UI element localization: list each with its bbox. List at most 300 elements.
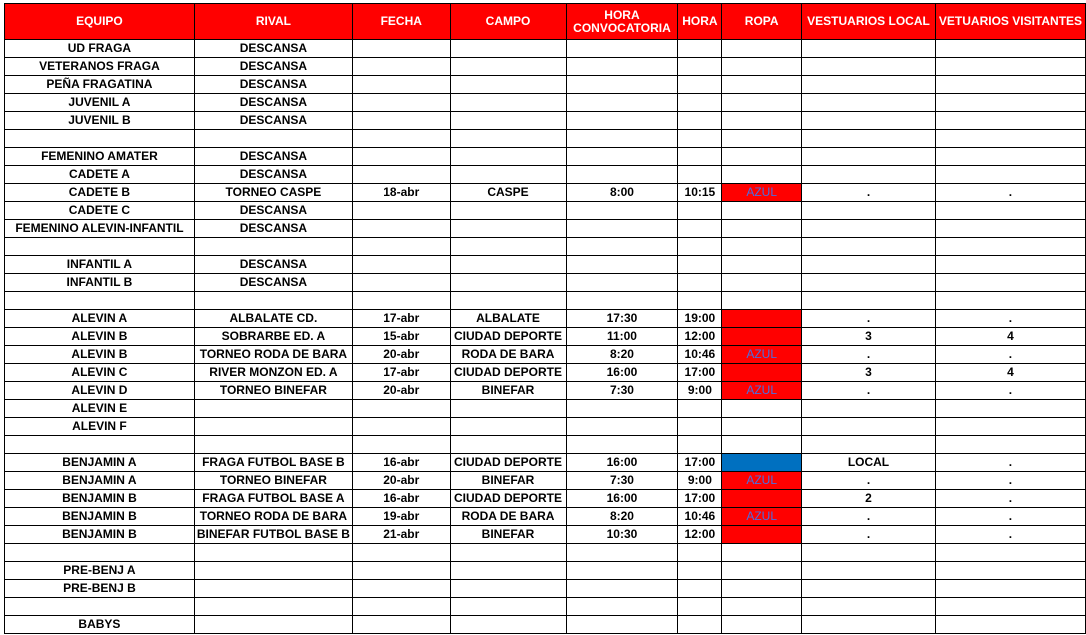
cell-campo bbox=[450, 58, 566, 76]
cell-ropa: AZUL bbox=[722, 346, 802, 364]
cell-fecha bbox=[352, 400, 450, 418]
cell-fecha bbox=[352, 238, 450, 256]
cell-convocatoria: 8:20 bbox=[566, 346, 678, 364]
cell-fecha bbox=[352, 418, 450, 436]
cell-rival: ALBALATE CD. bbox=[194, 310, 352, 328]
table-row bbox=[5, 526, 1086, 544]
cell-campo bbox=[450, 400, 566, 418]
cell-hora: 10:15 bbox=[678, 184, 722, 202]
cell-fecha bbox=[352, 76, 450, 94]
cell-hora bbox=[678, 238, 722, 256]
cell-local bbox=[802, 40, 936, 58]
cell-rival: DESCANSA bbox=[194, 256, 352, 274]
cell-convocatoria bbox=[566, 220, 678, 238]
cell-equipo: JUVENIL A bbox=[5, 94, 195, 112]
cell-local: . bbox=[802, 508, 936, 526]
cell-equipo: UD FRAGA bbox=[5, 40, 195, 58]
table-row bbox=[5, 58, 1086, 76]
cell-convocatoria bbox=[566, 112, 678, 130]
table-row bbox=[5, 166, 1086, 184]
cell-hora bbox=[678, 58, 722, 76]
cell-rival: DESCANSA bbox=[194, 76, 352, 94]
cell-hora bbox=[678, 418, 722, 436]
cell-local bbox=[802, 256, 936, 274]
cell-fecha bbox=[352, 580, 450, 598]
cell-hora bbox=[678, 148, 722, 166]
cell-fecha bbox=[352, 112, 450, 130]
cell-rival: BINEFAR FUTBOL BASE B bbox=[194, 526, 352, 544]
cell-fecha bbox=[352, 40, 450, 58]
cell-convocatoria bbox=[566, 58, 678, 76]
cell-visitantes bbox=[935, 292, 1085, 310]
cell-convocatoria bbox=[566, 544, 678, 562]
table-row bbox=[5, 598, 1086, 616]
cell-visitantes bbox=[935, 616, 1085, 634]
cell-ropa bbox=[722, 238, 802, 256]
cell-ropa bbox=[722, 310, 802, 328]
cell-local bbox=[802, 562, 936, 580]
cell-fecha: 17-abr bbox=[352, 364, 450, 382]
cell-local: 2 bbox=[802, 490, 936, 508]
cell-campo: RODA DE BARA bbox=[450, 508, 566, 526]
cell-fecha: 20-abr bbox=[352, 346, 450, 364]
cell-equipo bbox=[5, 436, 195, 454]
cell-convocatoria: 17:30 bbox=[566, 310, 678, 328]
cell-visitantes: . bbox=[935, 454, 1085, 472]
cell-rival: SOBRARBE ED. A bbox=[194, 328, 352, 346]
cell-fecha bbox=[352, 436, 450, 454]
cell-fecha bbox=[352, 562, 450, 580]
cell-convocatoria bbox=[566, 274, 678, 292]
cell-visitantes bbox=[935, 112, 1085, 130]
table-row bbox=[5, 76, 1086, 94]
cell-convocatoria bbox=[566, 94, 678, 112]
cell-equipo: ALEVIN C bbox=[5, 364, 195, 382]
cell-campo: BINEFAR bbox=[450, 526, 566, 544]
table-row bbox=[5, 184, 1086, 202]
cell-hora bbox=[678, 436, 722, 454]
cell-campo bbox=[450, 292, 566, 310]
table-row bbox=[5, 418, 1086, 436]
cell-equipo bbox=[5, 130, 195, 148]
cell-hora bbox=[678, 130, 722, 148]
cell-convocatoria: 10:30 bbox=[566, 526, 678, 544]
cell-rival: DESCANSA bbox=[194, 220, 352, 238]
cell-hora: 12:00 bbox=[678, 526, 722, 544]
header-rival: RIVAL bbox=[194, 4, 352, 40]
cell-convocatoria bbox=[566, 238, 678, 256]
cell-visitantes bbox=[935, 94, 1085, 112]
cell-hora: 9:00 bbox=[678, 382, 722, 400]
cell-ropa: AZUL bbox=[722, 184, 802, 202]
cell-hora bbox=[678, 580, 722, 598]
cell-equipo: JUVENIL B bbox=[5, 112, 195, 130]
cell-equipo bbox=[5, 544, 195, 562]
cell-equipo: BENJAMIN A bbox=[5, 472, 195, 490]
cell-campo bbox=[450, 418, 566, 436]
cell-local bbox=[802, 274, 936, 292]
cell-visitantes: . bbox=[935, 490, 1085, 508]
cell-convocatoria: 8:00 bbox=[566, 184, 678, 202]
cell-campo bbox=[450, 112, 566, 130]
table-row bbox=[5, 112, 1086, 130]
cell-campo: CIUDAD DEPORTE bbox=[450, 364, 566, 382]
cell-visitantes bbox=[935, 580, 1085, 598]
cell-fecha bbox=[352, 166, 450, 184]
cell-local: . bbox=[802, 310, 936, 328]
cell-campo bbox=[450, 220, 566, 238]
cell-equipo: BENJAMIN B bbox=[5, 490, 195, 508]
cell-rival: TORNEO BINEFAR bbox=[194, 472, 352, 490]
cell-ropa bbox=[722, 58, 802, 76]
cell-hora bbox=[678, 166, 722, 184]
cell-visitantes bbox=[935, 256, 1085, 274]
cell-fecha bbox=[352, 130, 450, 148]
cell-convocatoria: 16:00 bbox=[566, 364, 678, 382]
table-row bbox=[5, 544, 1086, 562]
cell-rival bbox=[194, 616, 352, 634]
cell-convocatoria bbox=[566, 130, 678, 148]
cell-visitantes: . bbox=[935, 472, 1085, 490]
header-fecha: FECHA bbox=[352, 4, 450, 40]
cell-ropa bbox=[722, 148, 802, 166]
cell-visitantes bbox=[935, 562, 1085, 580]
cell-local bbox=[802, 580, 936, 598]
cell-hora bbox=[678, 76, 722, 94]
cell-convocatoria: 7:30 bbox=[566, 472, 678, 490]
cell-equipo: ALEVIN B bbox=[5, 328, 195, 346]
cell-visitantes: . bbox=[935, 310, 1085, 328]
table-row bbox=[5, 364, 1086, 382]
cell-fecha: 16-abr bbox=[352, 490, 450, 508]
cell-fecha bbox=[352, 220, 450, 238]
cell-fecha: 15-abr bbox=[352, 328, 450, 346]
cell-campo: CIUDAD DEPORTE bbox=[450, 490, 566, 508]
cell-equipo: VETERANOS FRAGA bbox=[5, 58, 195, 76]
cell-convocatoria bbox=[566, 256, 678, 274]
header-campo: CAMPO bbox=[450, 4, 566, 40]
cell-rival bbox=[194, 580, 352, 598]
cell-fecha bbox=[352, 616, 450, 634]
cell-campo bbox=[450, 544, 566, 562]
cell-visitantes: . bbox=[935, 346, 1085, 364]
table-row bbox=[5, 256, 1086, 274]
cell-equipo: PRE-BENJ A bbox=[5, 562, 195, 580]
cell-fecha: 20-abr bbox=[352, 472, 450, 490]
cell-ropa bbox=[722, 544, 802, 562]
cell-equipo: FEMENINO AMATER bbox=[5, 148, 195, 166]
cell-ropa: AZUL bbox=[722, 382, 802, 400]
cell-convocatoria: 16:00 bbox=[566, 490, 678, 508]
cell-visitantes: . bbox=[935, 526, 1085, 544]
cell-campo: RODA DE BARA bbox=[450, 346, 566, 364]
cell-hora: 17:00 bbox=[678, 454, 722, 472]
cell-local bbox=[802, 544, 936, 562]
cell-fecha: 16-abr bbox=[352, 454, 450, 472]
cell-ropa bbox=[722, 364, 802, 382]
cell-hora bbox=[678, 400, 722, 418]
cell-rival bbox=[194, 238, 352, 256]
cell-visitantes: . bbox=[935, 382, 1085, 400]
cell-equipo: ALEVIN F bbox=[5, 418, 195, 436]
cell-ropa bbox=[722, 490, 802, 508]
schedule-table bbox=[4, 3, 1086, 634]
cell-convocatoria bbox=[566, 76, 678, 94]
cell-campo bbox=[450, 148, 566, 166]
cell-campo bbox=[450, 202, 566, 220]
header-vestuarios-visitantes: VETUARIOS VISITANTES bbox=[935, 4, 1085, 40]
cell-visitantes bbox=[935, 166, 1085, 184]
cell-hora bbox=[678, 112, 722, 130]
cell-hora: 12:00 bbox=[678, 328, 722, 346]
table-row bbox=[5, 292, 1086, 310]
cell-hora: 9:00 bbox=[678, 472, 722, 490]
cell-visitantes bbox=[935, 544, 1085, 562]
cell-rival: TORNEO RODA DE BARA bbox=[194, 346, 352, 364]
cell-local bbox=[802, 238, 936, 256]
cell-fecha bbox=[352, 202, 450, 220]
cell-ropa bbox=[722, 112, 802, 130]
cell-ropa bbox=[722, 616, 802, 634]
cell-equipo: FEMENINO ALEVIN-INFANTIL bbox=[5, 220, 195, 238]
cell-rival bbox=[194, 436, 352, 454]
cell-convocatoria bbox=[566, 148, 678, 166]
cell-campo: ALBALATE bbox=[450, 310, 566, 328]
cell-local bbox=[802, 598, 936, 616]
cell-campo bbox=[450, 274, 566, 292]
cell-local bbox=[802, 400, 936, 418]
cell-campo bbox=[450, 580, 566, 598]
cell-ropa bbox=[722, 418, 802, 436]
table-row bbox=[5, 490, 1086, 508]
cell-equipo bbox=[5, 292, 195, 310]
cell-rival: DESCANSA bbox=[194, 58, 352, 76]
cell-visitantes bbox=[935, 238, 1085, 256]
cell-visitantes: 4 bbox=[935, 328, 1085, 346]
cell-rival: TORNEO RODA DE BARA bbox=[194, 508, 352, 526]
cell-rival: DESCANSA bbox=[194, 94, 352, 112]
cell-convocatoria bbox=[566, 562, 678, 580]
cell-ropa bbox=[722, 274, 802, 292]
table-row bbox=[5, 346, 1086, 364]
cell-equipo: PRE-BENJ B bbox=[5, 580, 195, 598]
cell-fecha bbox=[352, 58, 450, 76]
cell-campo bbox=[450, 40, 566, 58]
cell-visitantes bbox=[935, 58, 1085, 76]
cell-rival: FRAGA FUTBOL BASE A bbox=[194, 490, 352, 508]
cell-visitantes bbox=[935, 202, 1085, 220]
cell-visitantes bbox=[935, 598, 1085, 616]
cell-visitantes bbox=[935, 130, 1085, 148]
cell-campo bbox=[450, 76, 566, 94]
cell-ropa bbox=[722, 130, 802, 148]
cell-local: . bbox=[802, 472, 936, 490]
cell-convocatoria bbox=[566, 166, 678, 184]
header-hora-convocatoria: HORA CONVOCATORIA bbox=[566, 4, 678, 40]
cell-local: . bbox=[802, 184, 936, 202]
cell-campo bbox=[450, 562, 566, 580]
cell-convocatoria bbox=[566, 418, 678, 436]
cell-campo: BINEFAR bbox=[450, 382, 566, 400]
cell-campo bbox=[450, 238, 566, 256]
cell-equipo: PEÑA FRAGATINA bbox=[5, 76, 195, 94]
cell-local bbox=[802, 292, 936, 310]
cell-fecha: 19-abr bbox=[352, 508, 450, 526]
cell-campo bbox=[450, 616, 566, 634]
cell-convocatoria: 11:00 bbox=[566, 328, 678, 346]
table-row bbox=[5, 148, 1086, 166]
cell-rival: DESCANSA bbox=[194, 148, 352, 166]
cell-fecha bbox=[352, 274, 450, 292]
cell-visitantes: 4 bbox=[935, 364, 1085, 382]
cell-local: . bbox=[802, 382, 936, 400]
table-row bbox=[5, 382, 1086, 400]
cell-hora: 10:46 bbox=[678, 508, 722, 526]
table-row bbox=[5, 562, 1086, 580]
cell-hora bbox=[678, 40, 722, 58]
cell-visitantes bbox=[935, 148, 1085, 166]
table-row bbox=[5, 238, 1086, 256]
cell-fecha: 21-abr bbox=[352, 526, 450, 544]
cell-equipo: INFANTIL A bbox=[5, 256, 195, 274]
cell-campo bbox=[450, 598, 566, 616]
cell-ropa bbox=[722, 580, 802, 598]
table-row bbox=[5, 400, 1086, 418]
cell-campo: CASPE bbox=[450, 184, 566, 202]
cell-rival bbox=[194, 292, 352, 310]
table-row bbox=[5, 328, 1086, 346]
cell-campo: CIUDAD DEPORTE bbox=[450, 454, 566, 472]
cell-ropa bbox=[722, 166, 802, 184]
cell-convocatoria bbox=[566, 580, 678, 598]
cell-hora bbox=[678, 202, 722, 220]
cell-ropa bbox=[722, 400, 802, 418]
cell-local bbox=[802, 130, 936, 148]
cell-visitantes bbox=[935, 40, 1085, 58]
cell-campo: CIUDAD DEPORTE bbox=[450, 328, 566, 346]
cell-local: 3 bbox=[802, 364, 936, 382]
cell-hora bbox=[678, 292, 722, 310]
cell-rival: DESCANSA bbox=[194, 40, 352, 58]
cell-rival bbox=[194, 544, 352, 562]
cell-campo bbox=[450, 436, 566, 454]
cell-ropa bbox=[722, 436, 802, 454]
cell-visitantes bbox=[935, 400, 1085, 418]
cell-ropa bbox=[722, 256, 802, 274]
cell-rival: RIVER MONZON ED. A bbox=[194, 364, 352, 382]
cell-convocatoria: 8:20 bbox=[566, 508, 678, 526]
cell-rival: TORNEO CASPE bbox=[194, 184, 352, 202]
cell-campo: BINEFAR bbox=[450, 472, 566, 490]
cell-local: 3 bbox=[802, 328, 936, 346]
cell-ropa bbox=[722, 328, 802, 346]
cell-equipo bbox=[5, 598, 195, 616]
cell-hora bbox=[678, 616, 722, 634]
cell-convocatoria bbox=[566, 616, 678, 634]
cell-ropa: AZUL bbox=[722, 508, 802, 526]
cell-ropa bbox=[722, 220, 802, 238]
cell-convocatoria bbox=[566, 400, 678, 418]
table-row bbox=[5, 130, 1086, 148]
cell-ropa bbox=[722, 526, 802, 544]
cell-rival: DESCANSA bbox=[194, 166, 352, 184]
table-row bbox=[5, 202, 1086, 220]
table-row bbox=[5, 40, 1086, 58]
cell-rival: DESCANSA bbox=[194, 112, 352, 130]
cell-hora bbox=[678, 94, 722, 112]
table-row bbox=[5, 580, 1086, 598]
cell-convocatoria bbox=[566, 202, 678, 220]
cell-convocatoria bbox=[566, 40, 678, 58]
cell-equipo: ALEVIN E bbox=[5, 400, 195, 418]
cell-ropa bbox=[722, 598, 802, 616]
cell-ropa bbox=[722, 202, 802, 220]
cell-hora bbox=[678, 544, 722, 562]
cell-local bbox=[802, 94, 936, 112]
cell-equipo: BABYS bbox=[5, 616, 195, 634]
cell-rival bbox=[194, 130, 352, 148]
table-row bbox=[5, 508, 1086, 526]
cell-local: . bbox=[802, 346, 936, 364]
cell-local bbox=[802, 436, 936, 454]
cell-equipo: CADETE B bbox=[5, 184, 195, 202]
cell-local bbox=[802, 220, 936, 238]
cell-equipo: BENJAMIN B bbox=[5, 526, 195, 544]
cell-local: . bbox=[802, 526, 936, 544]
cell-hora: 10:46 bbox=[678, 346, 722, 364]
table-body bbox=[5, 40, 1086, 634]
cell-ropa bbox=[722, 562, 802, 580]
cell-ropa bbox=[722, 76, 802, 94]
cell-ropa bbox=[722, 454, 802, 472]
table-row bbox=[5, 94, 1086, 112]
cell-fecha bbox=[352, 94, 450, 112]
table-row bbox=[5, 310, 1086, 328]
cell-visitantes bbox=[935, 436, 1085, 454]
header-equipo: EQUIPO bbox=[5, 4, 195, 40]
cell-hora: 17:00 bbox=[678, 490, 722, 508]
cell-hora bbox=[678, 274, 722, 292]
cell-ropa: AZUL bbox=[722, 472, 802, 490]
cell-local bbox=[802, 418, 936, 436]
cell-visitantes: . bbox=[935, 508, 1085, 526]
cell-local bbox=[802, 58, 936, 76]
cell-convocatoria: 16:00 bbox=[566, 454, 678, 472]
cell-rival: FRAGA FUTBOL BASE B bbox=[194, 454, 352, 472]
cell-equipo: BENJAMIN A bbox=[5, 454, 195, 472]
cell-visitantes: . bbox=[935, 184, 1085, 202]
header-row bbox=[5, 4, 1086, 40]
header-ropa: ROPA bbox=[722, 4, 802, 40]
cell-convocatoria bbox=[566, 598, 678, 616]
cell-local bbox=[802, 112, 936, 130]
cell-rival: DESCANSA bbox=[194, 274, 352, 292]
cell-local bbox=[802, 148, 936, 166]
cell-hora bbox=[678, 598, 722, 616]
cell-campo bbox=[450, 256, 566, 274]
cell-local bbox=[802, 76, 936, 94]
cell-campo bbox=[450, 130, 566, 148]
cell-convocatoria bbox=[566, 436, 678, 454]
cell-ropa bbox=[722, 292, 802, 310]
header-hora: HORA bbox=[678, 4, 722, 40]
cell-convocatoria: 7:30 bbox=[566, 382, 678, 400]
table-row bbox=[5, 436, 1086, 454]
cell-visitantes bbox=[935, 220, 1085, 238]
cell-equipo: CADETE A bbox=[5, 166, 195, 184]
cell-equipo: CADETE C bbox=[5, 202, 195, 220]
cell-fecha bbox=[352, 598, 450, 616]
